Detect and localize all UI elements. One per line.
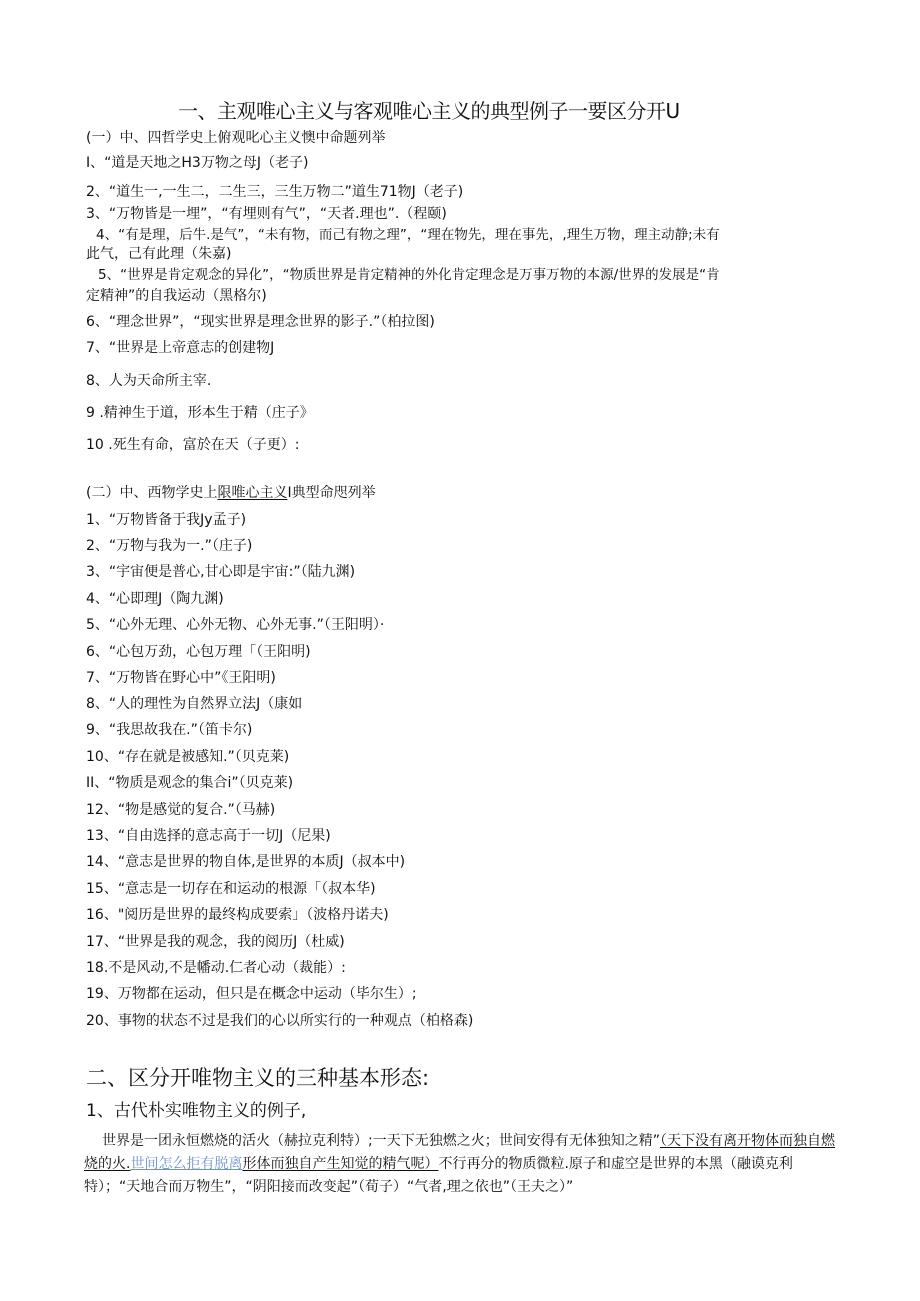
list-item: 9 .精神生于道，形本生于精（庄子》 (86, 405, 314, 421)
list-item: 9、“我思故我在.”（笛卡尔) (86, 722, 253, 738)
list-item: 2、“道生一,一生二，二生三，三生万物二”道生71物J（老子) (86, 184, 464, 200)
para-link[interactable]: 世间怎么拒有脱离 (130, 1156, 243, 1172)
list-item: 7、“万物皆在野心中”《王阳明) (86, 670, 276, 686)
list-item: I、“道是天地之H3万物之母J（老子) (86, 155, 309, 171)
list-item: 2、“万物与我为一.”（庄子) (86, 538, 253, 554)
section2-heading-underlined: 限唯心主义 (217, 485, 288, 501)
section2-heading-suffix: I典型命咫列举 (287, 485, 376, 501)
para-text-a: 世界是一团永恒燃烧的活火（赫拉克利特）;一天下无独燃之火；世间安得有无体独知之精” (102, 1133, 660, 1149)
list-item: 4、“心即理J（陶九渊) (86, 591, 224, 607)
list-item: 13、“自由选择的意志高于一切J（尼果) (86, 828, 331, 844)
list-item: 12、“物是感觉的复合.”（马赫) (86, 802, 276, 818)
list-item: 16、"阅历是世界的最终构成要索」（波格丹诺夫) (86, 907, 389, 923)
para-text-underlined-1: （天下没有离开物体而独自燃烧的火. (84, 1133, 835, 1172)
list-item: 14、“意志是世界的物自体,是世界的本质J（叔本中) (86, 854, 406, 870)
list-item-continuation: 此气，己有此理（朱嘉) (86, 246, 232, 262)
list-item: 10、“存在就是被感知.”（贝克莱) (86, 749, 290, 765)
list-item: 6、“心包万劲，心包万理「（王阳明) (86, 644, 311, 660)
part2-paragraph (84, 1130, 836, 1199)
part2-subheading: 1、古代朴实唯物主义的例子, (86, 1101, 307, 1121)
page-title: 一、主观唯心主义与客观唯心主义的典型例子一要区分开U (178, 99, 680, 123)
list-item: 18.不是风动,不是幡动.仁者心动（裁能）: (86, 960, 346, 976)
list-item: 17、“世界是我的观念，我的阅历J（杜威) (86, 934, 345, 950)
section1-heading: (一）中、四哲学史上俯观叱心主义懊中命题列举 (86, 130, 386, 146)
list-item: 5、“心外无理、心外无物、心外无事.”（王阳明）· (86, 617, 385, 633)
section2-heading (86, 484, 376, 502)
list-item: 8、人为天命所主宰. (86, 373, 212, 389)
section2-heading-prefix: (二）中、西物学史上 (86, 485, 218, 501)
list-item-continuation: 定精神”的自我运动（黑格尔) (86, 288, 267, 304)
list-item: 10 .死生有命，富於在天（子更）: (86, 437, 300, 453)
list-item: II、“物质是观念的集合i”（贝克莱) (86, 775, 294, 791)
list-item: 3、“宇宙便是普心,甘心即是宇宙:”（陆九渊) (86, 564, 356, 580)
para-text-e: 不行再分的物质微粒.原子和虚空是世界的本黑（融谟克利特）；“天地合而万物生”，“阴阳接而改变起”（荀子）“气者,理之依也”（王夫之）” (84, 1156, 793, 1195)
list-item: 6、“理念世界”，“现实世界是理念世界的影子.”（柏拉图) (86, 314, 435, 330)
list-item: 4、“有是理，后牛.是气”，“未有物，而己有物之理”，“理在物先，理在事先，,理生万物，理主动静;未有 (96, 227, 720, 243)
list-item: 1、“万物皆备于我Jy孟子) (86, 512, 247, 528)
list-item: 3、“万物皆是一埋”，“有埋则有气”，“天者.理也”.（程颐) (86, 206, 447, 222)
list-item: 5、“世界是肯定观念的异化”，“物质世界是肯定精神的外化肯定理念是万事万物的本源/世界的发展是“肯 (98, 267, 720, 283)
list-item: 8、“人的理性为自然界立法J（康如 (86, 696, 303, 712)
para-text-underlined-2: 形体而独自产生知觉的精气呢） (242, 1156, 439, 1172)
list-item: 20、事物的状态不过是我们的心以所实行的一种观点（柏格森) (86, 1013, 474, 1029)
part2-heading: 二、区分开唯物主义的三种基本形态: (86, 1066, 430, 1090)
list-item: 7、“世界是上帝意志的创建物J (86, 340, 275, 356)
list-item: 15、“意志是一切存在和运动的根源「（叔本华) (86, 881, 376, 897)
list-item: 19、万物都在运动，但只是在概念中运动（毕尔生）; (86, 986, 417, 1002)
